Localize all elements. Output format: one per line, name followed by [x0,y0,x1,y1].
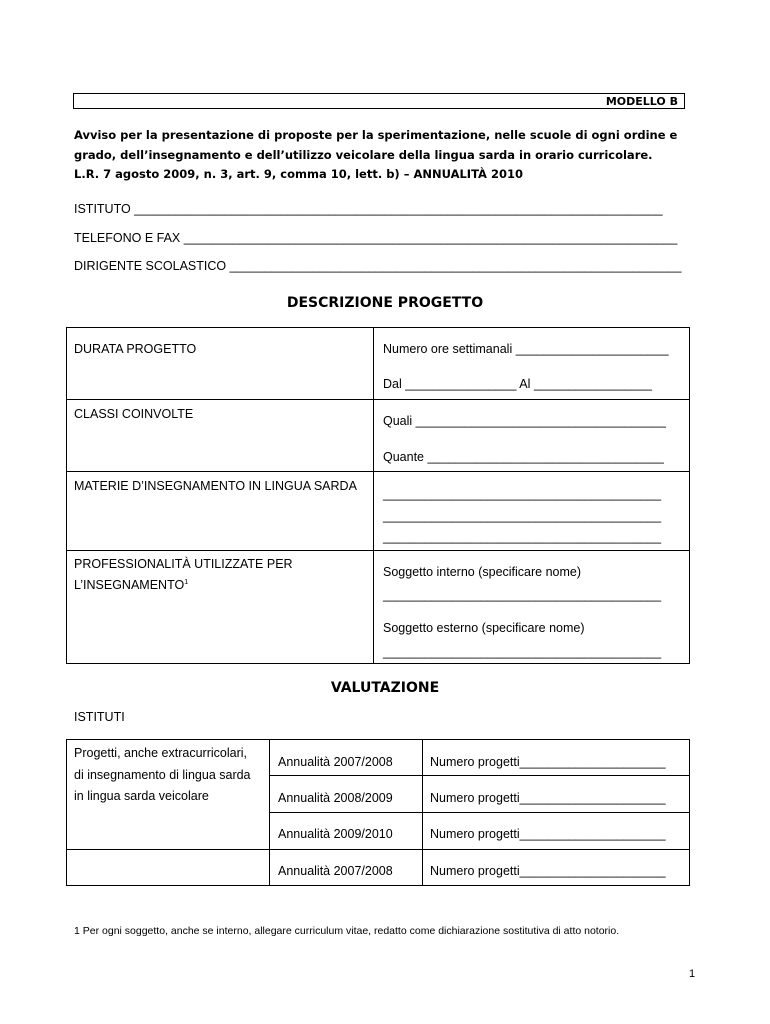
istituto-field[interactable]: ISTITUTO ____________________________________________________________________________ [74,202,663,216]
soggetto-esterno-field[interactable]: ________________________________________ [383,645,662,659]
intro-line-1: Avviso per la presentazione di proposte per la sperimentazione, nelle scuole di ogni ordine e [74,128,678,142]
footnote-marker: 1 [184,578,189,586]
progetti-label-1: Progetti, anche extracurricolari, [74,746,247,760]
soggetto-interno-label: Soggetto interno (specificare nome) [383,565,582,579]
intro-paragraph [74,126,686,185]
annualita-row-4: Annualità 2007/2008 [278,864,393,878]
durata-label: DURATA PROGETTO [74,342,197,356]
intro-line-2: grado, dell’insegnamento e dell’utilizzo veicolare della lingua sarda in orario curricolare. [74,147,653,162]
annualita-row-2: Annualità 2008/2009 [278,791,393,805]
dirigente-field[interactable]: DIRIGENTE SCOLASTICO _________________________________________________________________ [74,259,682,273]
row-divider [66,471,690,472]
row-divider [269,775,690,776]
telefono-fax-field[interactable]: TELEFONO E FAX _______________________________________________________________________ [74,231,678,245]
dal-al-field[interactable]: Dal ________________ Al _________________ [383,377,653,391]
footnote: 1 Per ogni soggetto, anche se interno, allegare curriculum vitae, redatto come dichiarazione sostitutiva di atto notorio. [74,925,620,937]
modello-header-box [73,93,685,109]
quali-field[interactable]: Quali ____________________________________ [383,414,666,428]
row-divider [66,550,690,551]
page-number: 1 [689,968,696,980]
progetti-label-2: di insegnamento di lingua sarda [74,768,251,782]
descrizione-column-divider [373,327,374,664]
annualita-row-3: Annualità 2009/2010 [278,827,393,841]
annualita-row-1: Annualità 2007/2008 [278,755,393,769]
materie-line-3[interactable]: ________________________________________ [383,530,662,544]
quante-field[interactable]: Quante __________________________________ [383,450,664,464]
row-divider [66,849,690,850]
row-divider [269,812,690,813]
classi-label: CLASSI COINVOLTE [74,407,194,421]
descrizione-title: DESCRIZIONE PROGETTO [286,295,484,311]
soggetto-interno-field[interactable]: ________________________________________ [383,588,662,602]
row-divider [66,399,690,400]
intro-line-3: L.R. 7 agosto 2009, n. 3, art. 9, comma 10, lett. b) – ANNUALITÀ 2010 [74,167,523,181]
modello-label: MODELLO B [605,95,678,108]
insegnamento-label [74,578,188,592]
numero-progetti-field-2[interactable]: Numero progetti_____________________ [430,791,666,805]
professionalita-label: PROFESSIONALITÀ UTILIZZATE PER [74,557,293,571]
valutazione-title: VALUTAZIONE [330,680,440,696]
numero-progetti-field-4[interactable]: Numero progetti_____________________ [430,864,666,878]
materie-line-2[interactable]: ________________________________________ [383,509,662,523]
materie-label: MATERIE D’INSEGNAMENTO IN LINGUA SARDA [74,479,357,493]
numero-progetti-field-1[interactable]: Numero progetti_____________________ [430,755,666,769]
progetti-label-3: in lingua sarda veicolare [74,789,209,803]
numero-progetti-field-3[interactable]: Numero progetti_____________________ [430,827,666,841]
insegnamento-text: L’INSEGNAMENTO [74,578,185,592]
soggetto-esterno-label: Soggetto esterno (specificare nome) [383,621,585,635]
istituti-label: ISTITUTI [74,710,125,724]
materie-line-1[interactable]: ________________________________________ [383,487,662,501]
ore-settimanali-field[interactable]: Numero ore settimanali ______________________ [383,342,669,356]
